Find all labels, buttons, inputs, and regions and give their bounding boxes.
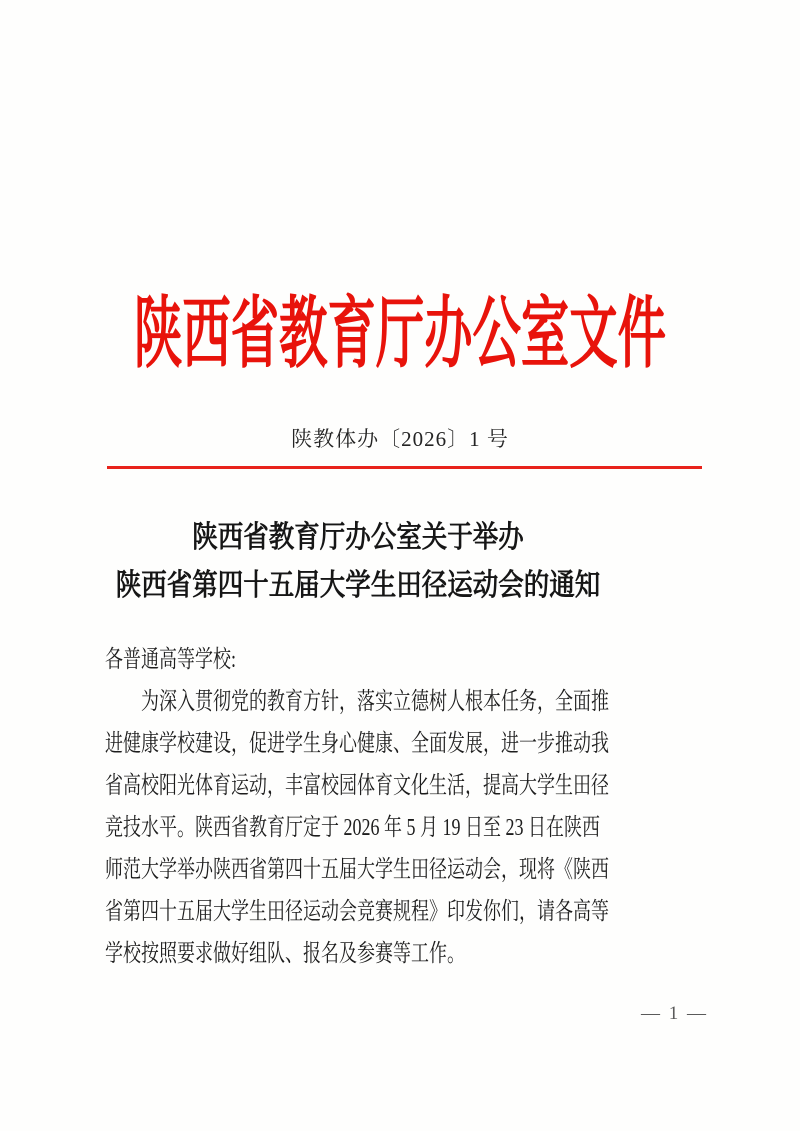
paragraph-row [105,933,617,975]
paragraph-line: 省高校阳光体育运动，丰富校园体育文化生活，提高大学生田径 [105,773,609,799]
notice-title-row [103,562,613,610]
doc-number: 陕教体办〔2026〕1 号 [291,427,509,451]
salutation: 各普通高等学校: [105,647,237,673]
page-number: — 1 — [641,1003,708,1024]
agency-title [0,292,800,376]
paragraph-line: 省第四十五届大学生田径运动会竞赛规程》印发你们，请各高等 [105,899,609,925]
paragraph-row [105,723,617,765]
document-body [105,639,617,975]
paragraph-row [105,807,617,849]
notice-title [103,514,613,610]
paragraph-line: 师范大学举办陕西省第四十五届大学生田径运动会，现将《陕西 [105,857,609,883]
notice-title-line2: 陕西省第四十五届大学生田径运动会的通知 [115,569,601,602]
agency-title-text: 陕西省教育厅办公室文件 [134,290,666,377]
paragraph-line: 竞技水平。陕西省教育厅定于 2026 年 5 月 19 日至 23 日在陕西 [105,815,600,841]
paragraph-row [105,765,617,807]
red-separator-line [107,466,702,469]
salutation-row [105,639,617,681]
paragraph-line: 为深入贯彻党的教育方针，落实立德树人根本任务，全面推 [105,689,609,715]
paragraph-line: 进健康学校建设，促进学生身心健康、全面发展，进一步推动我 [105,731,609,757]
paragraph-row [105,891,617,933]
paragraph-line: 学校按照要求做好组队、报名及参赛等工作。 [105,941,465,967]
notice-title-line1: 陕西省教育厅办公室关于举办 [192,521,524,554]
paragraph-row [105,681,617,723]
paragraph-row [105,849,617,891]
notice-title-row [103,514,613,562]
